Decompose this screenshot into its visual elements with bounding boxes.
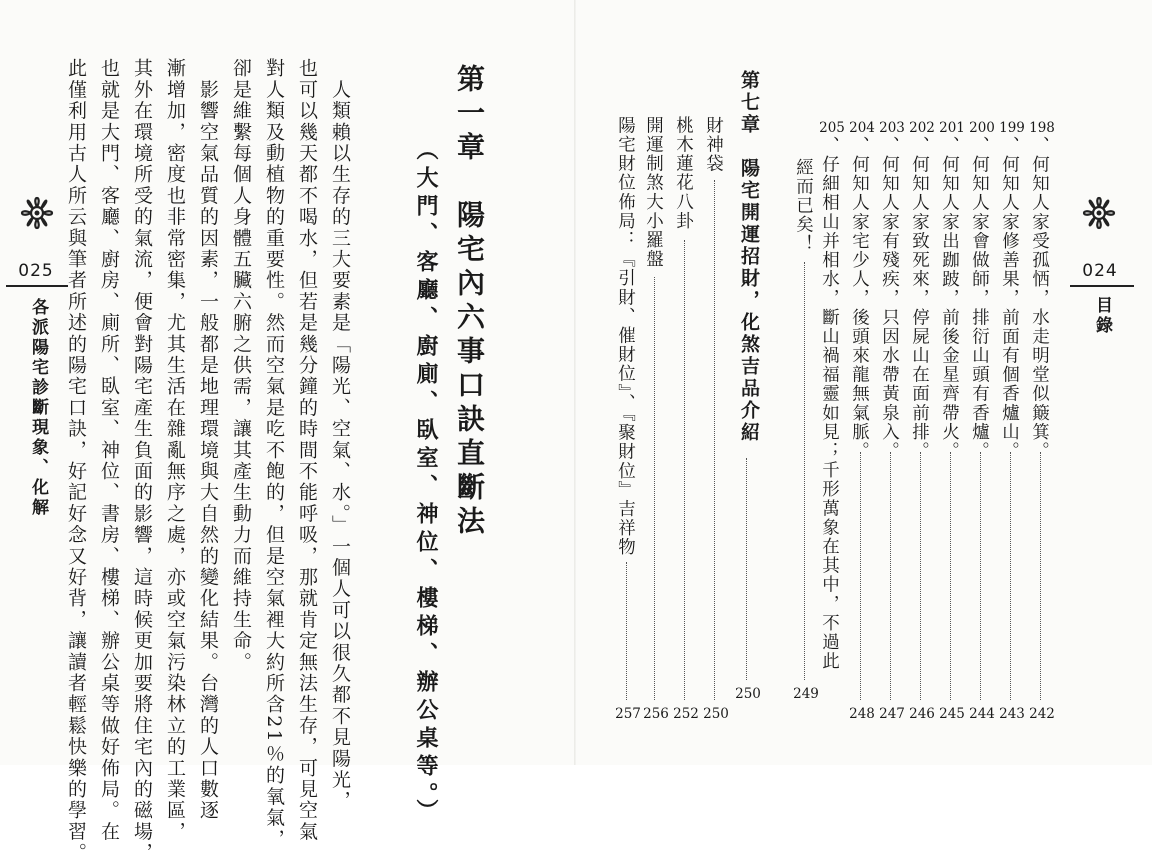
entry-page: 244 (969, 706, 995, 722)
running-title: 各派陽宅診斷現象、化解 (28, 298, 48, 518)
entry-number: 199 (999, 120, 1025, 136)
entry-text: 財神袋 (703, 116, 724, 174)
leader-dots (804, 262, 805, 680)
entry-text: 、何知人家宅少人，後頭來龍無氣脈。 (849, 136, 870, 461)
entry-page: 246 (909, 706, 935, 722)
leader-dots (950, 452, 951, 700)
page-number: 024 (1082, 261, 1118, 281)
ornament-icon (1076, 190, 1122, 236)
body-column: 其外在環境所受的氣流，便會對陽宅產生負面的影響，這時候更加要將住宅內的磁場， (131, 58, 153, 864)
entry-text: 經而已矣！ (793, 158, 814, 254)
leader-dots (654, 277, 655, 700)
entry-number: 202 (909, 120, 935, 136)
entry-page: 256 (643, 706, 669, 722)
chapter-title: 第一章 陽宅內六事口訣直斷法 (453, 64, 486, 540)
entry-page: 250 (703, 706, 729, 722)
leader-dots (684, 240, 685, 700)
body-column: 卻是維繫每個人身體五臟六腑之供需，讓其產生動力而維持生命。 (230, 58, 252, 673)
body-column: 也就是大門、客廳、廚房、廁所、臥室、神位、書房、樓梯、辦公桌等做好佈局。在 (98, 58, 120, 843)
leader-dots (746, 458, 747, 680)
entry-text: 、何知人家有殘疾，只因水帶黃泉入。 (879, 136, 900, 461)
page-number: 025 (18, 261, 54, 281)
entry-page: 252 (673, 706, 699, 722)
entry-number: 201 (939, 120, 965, 136)
leader-dots (860, 452, 861, 700)
margin-rule (1070, 285, 1134, 287)
leader-dots (980, 452, 981, 700)
entry-number: 204 (849, 120, 875, 136)
leader-dots (890, 452, 891, 700)
body-column: 也可以幾天都不喝水，但若是幾分鐘的時間不能呼吸，那就肯定無法生存，可見空氣 (296, 58, 318, 843)
entry-text: 、何知人家受孤恓，水走明堂似簸箕。 (1029, 136, 1050, 461)
entry-text: 、何知人家會做師，排衍山頭有香爐。 (969, 136, 990, 461)
entry-page: 242 (1029, 706, 1055, 722)
body-column: 漸增加，密度也非常密集，尤其生活在雜亂無序之處，亦或空氣污染林立的工業區， (164, 58, 186, 843)
running-title: 目錄 (1092, 296, 1112, 336)
body-column: 影響空氣品質的因素，一般都是地理環境與大自然的變化結果。台灣的人口數逐 (197, 58, 219, 822)
entry-number: 203 (879, 120, 905, 136)
entry-text: 、何知人家出跏跛，前後金星齊帶火。 (939, 136, 960, 461)
entry-text: 桃木蓮花八卦 (673, 116, 694, 231)
left-page (0, 0, 574, 864)
body-column: 對人類及動植物的重要性。然而空氣是吃不飽的，但是空氣裡大約所含21％的氧氣， (263, 58, 285, 850)
entry-number: 198 (1029, 120, 1055, 136)
leader-dots (920, 452, 921, 700)
entry-page: 245 (939, 706, 965, 722)
entry-page: 243 (999, 706, 1025, 722)
margin-rule (6, 285, 68, 287)
entry-text: 、仔細相山并相水，斷山禍福靈如見；千形萬象在其中，不過此 (819, 136, 840, 671)
entry-text: 陽宅財位佈局：『引財、催財位』、『聚財位』吉祥物 (615, 116, 636, 557)
entry-page: 249 (793, 686, 819, 702)
toc-chapter-heading[interactable]: 第七章 陽宅開運招財，化煞吉品介紹 (738, 70, 760, 444)
leader-dots (626, 562, 627, 700)
toc-list (576, 70, 1076, 722)
body-column: 人類賴以生存的三大要素是「陽光、空氣、水。」一個人可以很久都不見陽光， (329, 58, 351, 812)
entry-text: 開運制煞大小羅盤 (643, 116, 664, 269)
leader-dots (1010, 452, 1011, 700)
entry-text: 、何知人家致死來，停屍山在面前排。 (909, 136, 930, 461)
entry-page: 248 (849, 706, 875, 722)
body-column: 此僅利用古人所云與筆者所述的陽宅口訣，好記好念又好背，讓讀者輕鬆快樂的學習。 (65, 58, 87, 864)
entry-page: 257 (615, 706, 641, 722)
entry-number: 205 (819, 120, 845, 136)
ornament-icon (14, 190, 60, 236)
entry-page: 247 (879, 706, 905, 722)
entry-page: 250 (735, 686, 761, 702)
right-page (576, 0, 1152, 765)
chapter-subtitle: （大門、客廳、廚廁、臥室、神位、樓梯、辦公桌等。） (413, 138, 438, 827)
entry-text: 、何知人家修善果，前面有個香爐山。 (999, 136, 1020, 461)
leader-dots (714, 180, 715, 700)
entry-number: 200 (969, 120, 995, 136)
leader-dots (1040, 452, 1041, 700)
